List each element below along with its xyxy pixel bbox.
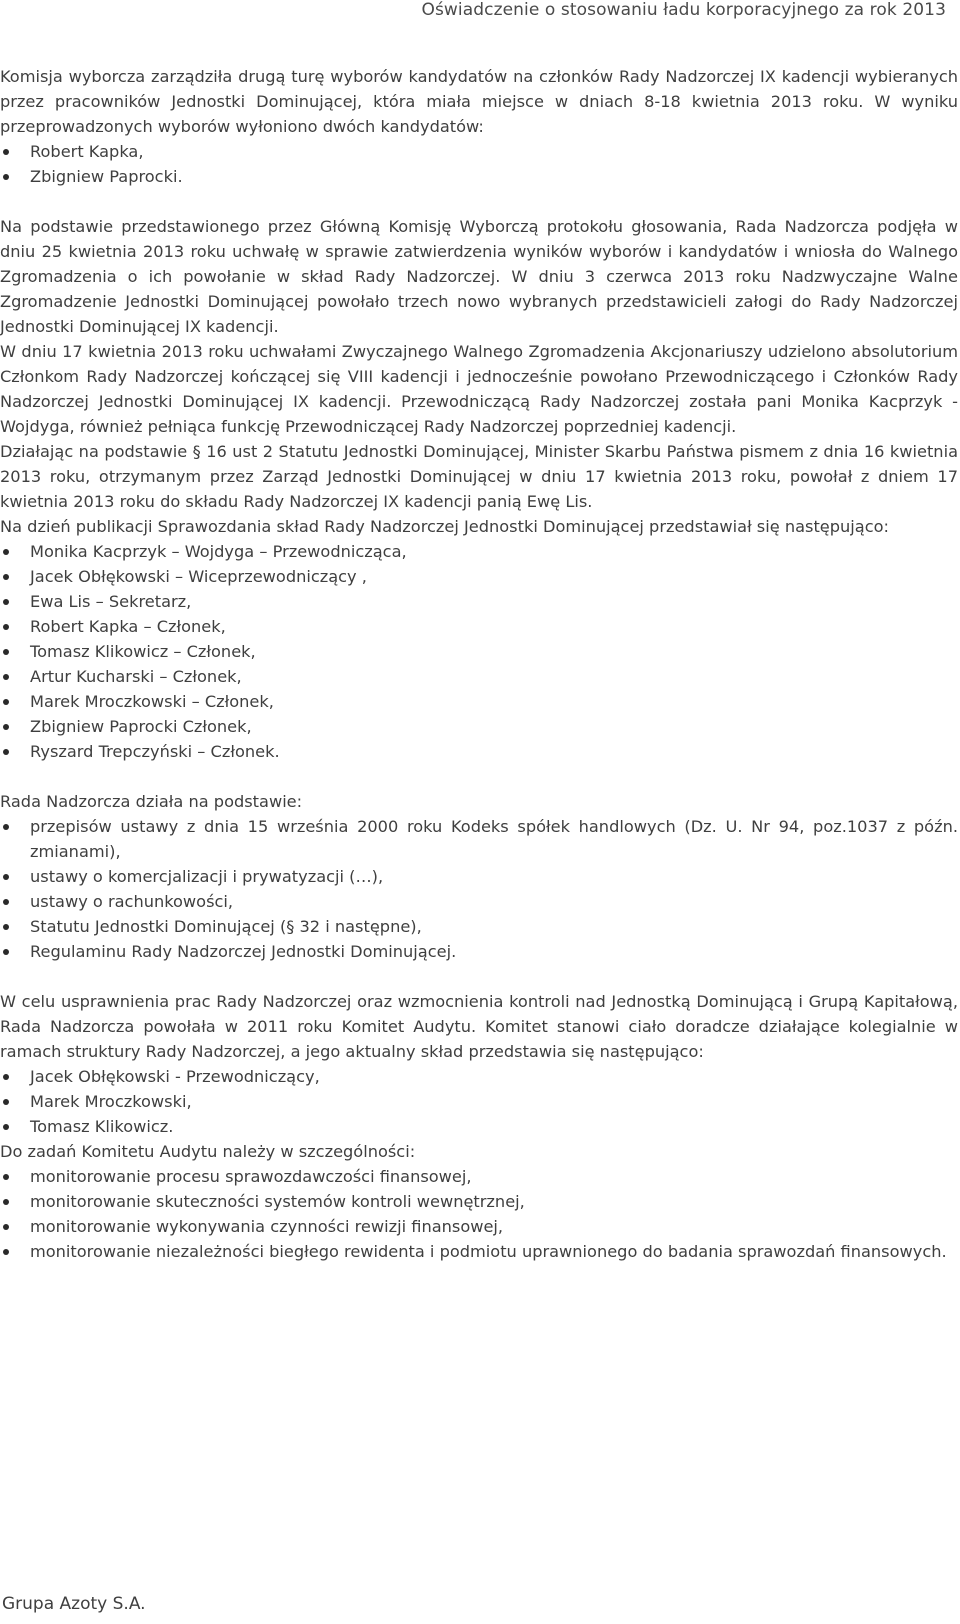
- list-item: ustawy o rachunkowości,: [0, 889, 958, 914]
- list-item: Tomasz Klikowicz – Członek,: [0, 639, 958, 664]
- tasks-intro: Do zadań Komitetu Audytu należy w szczególności:: [0, 1142, 416, 1161]
- list-item: Regulaminu Rady Nadzorczej Jednostki Dominującej.: [0, 939, 958, 964]
- list-item: Statutu Jednostki Dominującej (§ 32 i następne),: [0, 914, 958, 939]
- paragraph: Na podstawie przedstawionego przez Główną Komisję Wyborczą protokołu głosowania, Rada Nadzorcza podjęła w dniu 25 kwietnia 2013 roku uchwałę w sprawie zatwierdzenia wyników wyborów i kandydatów i wniosła do Walnego Zgromadzenia o ich powołanie w skład Rady Nadzorczej. W dniu 3 czerwca 2013 roku Nadzwyczajne Walne Zgromadzenie Jednostki Dominującej powołało trzech nowo wybranych przedstawicieli załogi do Rady Nadzorczej Jednostki Dominującej IX kadencji.: [0, 217, 958, 336]
- paragraph: Działając na podstawie § 16 ust 2 Statutu Jednostki Dominującej, Minister Skarbu Państwa pismem z dnia 16 kwietnia 2013 roku, otrzymanym przez Zarząd Jednostki Dominującej w dniu 17 kwietnia 2013 roku, powołał z dniem 17 kwietnia 2013 roku do składu Rady Nadzorczej IX kadencji panią Ewę Lis.: [0, 442, 958, 511]
- list-item: Ewa Lis – Sekretarz,: [0, 589, 958, 614]
- list-item: Tomasz Klikowicz.: [0, 1114, 958, 1139]
- list-item: Robert Kapka – Członek,: [0, 614, 958, 639]
- page-footer: Grupa Azoty S.A.: [2, 1594, 146, 1614]
- paragraph: Na dzień publikacji Sprawozdania skład Rady Nadzorczej Jednostki Dominującej przedstawiał się następująco:: [0, 517, 889, 536]
- list-item: monitorowanie niezależności biegłego rewidenta i podmiotu uprawnionego do badania sprawozdań finansowych.: [0, 1239, 958, 1264]
- list-item: monitorowanie wykonywania czynności rewizji finansowej,: [0, 1214, 958, 1239]
- audit-committee-paragraph: W celu usprawnienia prac Rady Nadzorczej oraz wzmocnienia kontroli nad Jednostką Dominującą i Grupą Kapitałową, Rada Nadzorcza powołała w 2011 roku Komitet Audytu. Komitet stanowi ciało doradcze działające kolegialnie w ramach struktury Rady Nadzorczej, a jego aktualny skład przedstawia się następująco:: [0, 992, 958, 1061]
- candidates-list: [0, 139, 958, 189]
- document-body: [0, 64, 958, 1264]
- list-item: Zbigniew Paprocki.: [0, 164, 958, 189]
- list-item: Marek Mroczkowski – Członek,: [0, 689, 958, 714]
- list-item: przepisów ustawy z dnia 15 września 2000 roku Kodeks spółek handlowych (Dz. U. Nr 94, poz.1037 z późn. zmianami),: [0, 814, 958, 864]
- paragraph: W dniu 17 kwietnia 2013 roku uchwałami Zwyczajnego Walnego Zgromadzenia Akcjonariuszy udzielono absolutorium Członkom Rady Nadzorczej kończącej się VIII kadencji i jednocześnie powołano Przewodniczącego i Członków Rady Nadzorczej Jednostki Dominującej IX kadencji. Przewodniczącą Rady Nadzorczej została pani Monika Kacprzyk - Wojdyga, również pełniąca funkcję Przewodniczącej Rady Nadzorczej poprzedniej kadencji.: [0, 342, 958, 436]
- legal-basis-list: [0, 814, 958, 964]
- list-item: Robert Kapka,: [0, 139, 958, 164]
- list-item: Artur Kucharski – Członek,: [0, 664, 958, 689]
- list-item: Jacek Obłękowski - Przewodniczący,: [0, 1064, 958, 1089]
- board-members-list: [0, 539, 958, 764]
- list-item: Monika Kacprzyk – Wojdyga – Przewodnicząca,: [0, 539, 958, 564]
- list-item: ustawy o komercjalizacji i prywatyzacji (…),: [0, 864, 958, 889]
- list-item: Ryszard Trepczyński – Członek.: [0, 739, 958, 764]
- list-item: Jacek Obłękowski – Wiceprzewodniczący ,: [0, 564, 958, 589]
- list-item: Zbigniew Paprocki Członek,: [0, 714, 958, 739]
- committee-tasks-list: [0, 1164, 958, 1264]
- committee-list: [0, 1064, 958, 1139]
- election-paragraph: Komisja wyborcza zarządziła drugą turę wyborów kandydatów na członków Rady Nadzorczej IX kadencji wybieranych przez pracowników Jednostki Dominującej, która miała miejsce w dniach 8-18 kwietnia 2013 roku. W wyniku przeprowadzonych wyborów wyłoniono dwóch kandydatów:: [0, 67, 958, 136]
- list-item: Marek Mroczkowski,: [0, 1089, 958, 1114]
- page-header: Oświadczenie o stosowaniu ładu korporacyjnego za rok 2013: [421, 0, 946, 20]
- legal-basis-intro: Rada Nadzorcza działa na podstawie:: [0, 792, 303, 811]
- list-item: monitorowanie procesu sprawozdawczości finansowej,: [0, 1164, 958, 1189]
- list-item: monitorowanie skuteczności systemów kontroli wewnętrznej,: [0, 1189, 958, 1214]
